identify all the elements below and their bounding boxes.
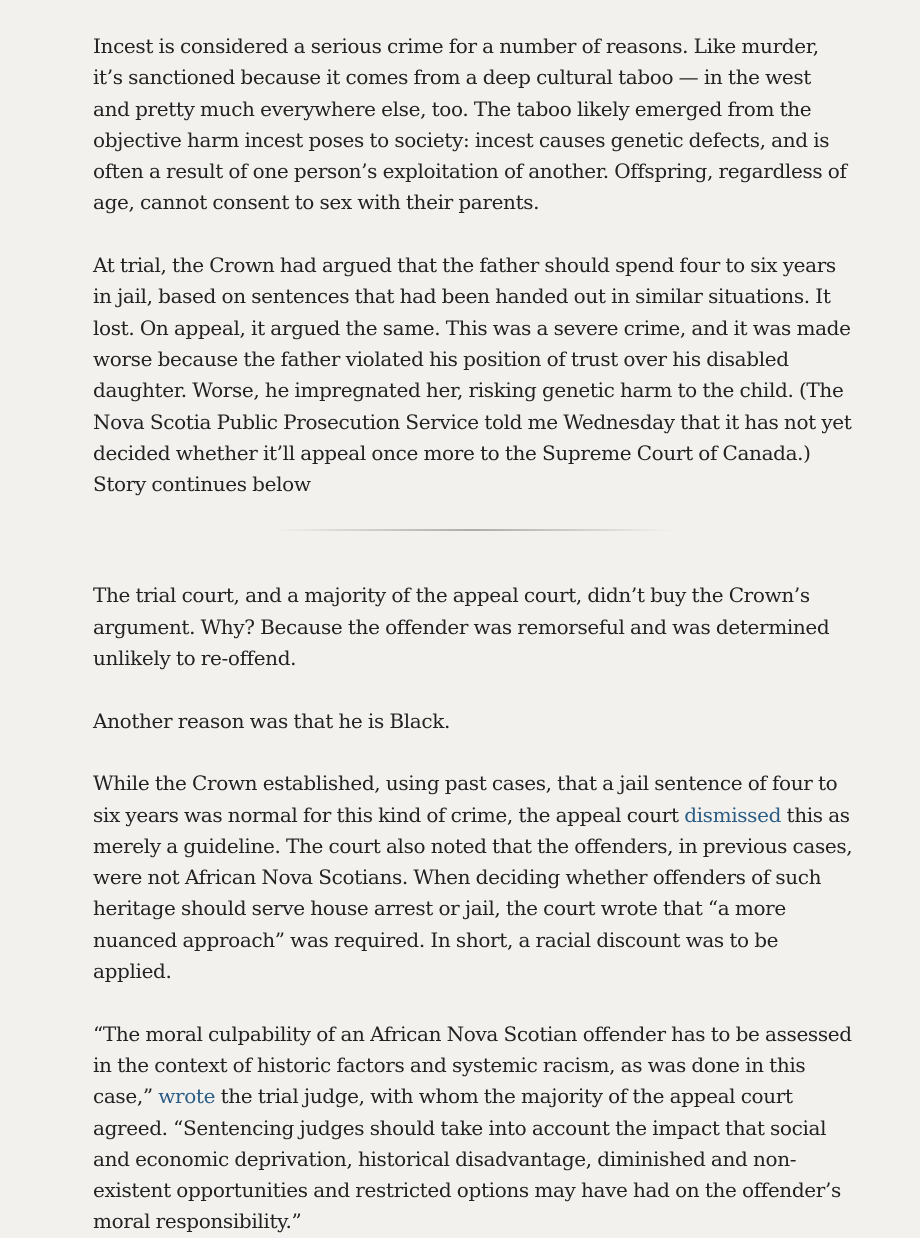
paragraph-racial-discount-text-start: While the Crown established, using past cases, that a jail sentence of four to six years was normal for this kind of crime, the appeal court	[93, 771, 838, 827]
wrote-link[interactable]: wrote	[158, 1084, 216, 1109]
paragraph-quote-judge-text-end: the trial judge, with whom the majority of the appeal court agreed. “Sentencing judges should take into account the impact that social and economic deprivation, historical disadvantage, diminished and non-existent opportunities and restricted options may have had on the offender’s moral responsibility.”	[93, 1084, 841, 1234]
paragraph-quote-judge-text-start: “The moral culpability of an African Nova Scotian offender has to be assessed in the context of historic factors and systemic racism, as was done in this case,”	[93, 1021, 852, 1109]
paragraph-crown-argument-text: At trial, the Crown had argued that the father should spend four to six years in jail, based on sentences that had been handed out in similar situations. It lost. On appeal, it argued the same. This was a severe crime, and it was made worse because the father violated his position of trust over his disabled daughter. Worse, he impregnated her, risking genetic harm to the child. (The Nova Scotia Public Prosecution Service told me Wednesday that it has not yet decided whether it’ll appeal once more to the Supreme Court of Canada.)	[93, 253, 852, 465]
paragraph-crown-argument	[93, 250, 853, 500]
paragraph-racial-discount-text-end: this as merely a guideline. The court also noted that the offenders, in previous cases, were not African Nova Scotians. When deciding whether offenders of such heritage should serve house arrest or jail, the court wrote that “a more nuanced approach” was required. In short, a racial discount was to be applied.	[93, 802, 853, 984]
paragraph-racial-discount	[93, 768, 853, 987]
paragraph-trial-court: The trial court, and a majority of the appeal court, didn’t buy the Crown’s argument. Why? Because the offender was remorseful and was determined unlikely to re-offend.	[93, 583, 830, 671]
divider-line	[273, 529, 673, 531]
story-continues-label: Story continues below	[93, 472, 311, 497]
paragraph-incest-crime: Incest is considered a serious crime for a number of reasons. Like murder, it’s sanctioned because it comes from a deep cultural taboo — in the west and pretty much everywhere else, too. The taboo likely emerged from the objective harm incest poses to society: incest causes genetic defects, and is often a result of one person’s exploitation of another. Offspring, regardless of age, cannot consent to sex with their parents.	[93, 34, 847, 215]
paragraph-another-reason: Another reason was that he is Black.	[93, 708, 450, 733]
paragraph-quote-judge	[93, 1019, 853, 1238]
article-body	[93, 0, 853, 1238]
ad-divider-area	[93, 500, 853, 580]
dismissed-link[interactable]: dismissed	[684, 802, 782, 827]
